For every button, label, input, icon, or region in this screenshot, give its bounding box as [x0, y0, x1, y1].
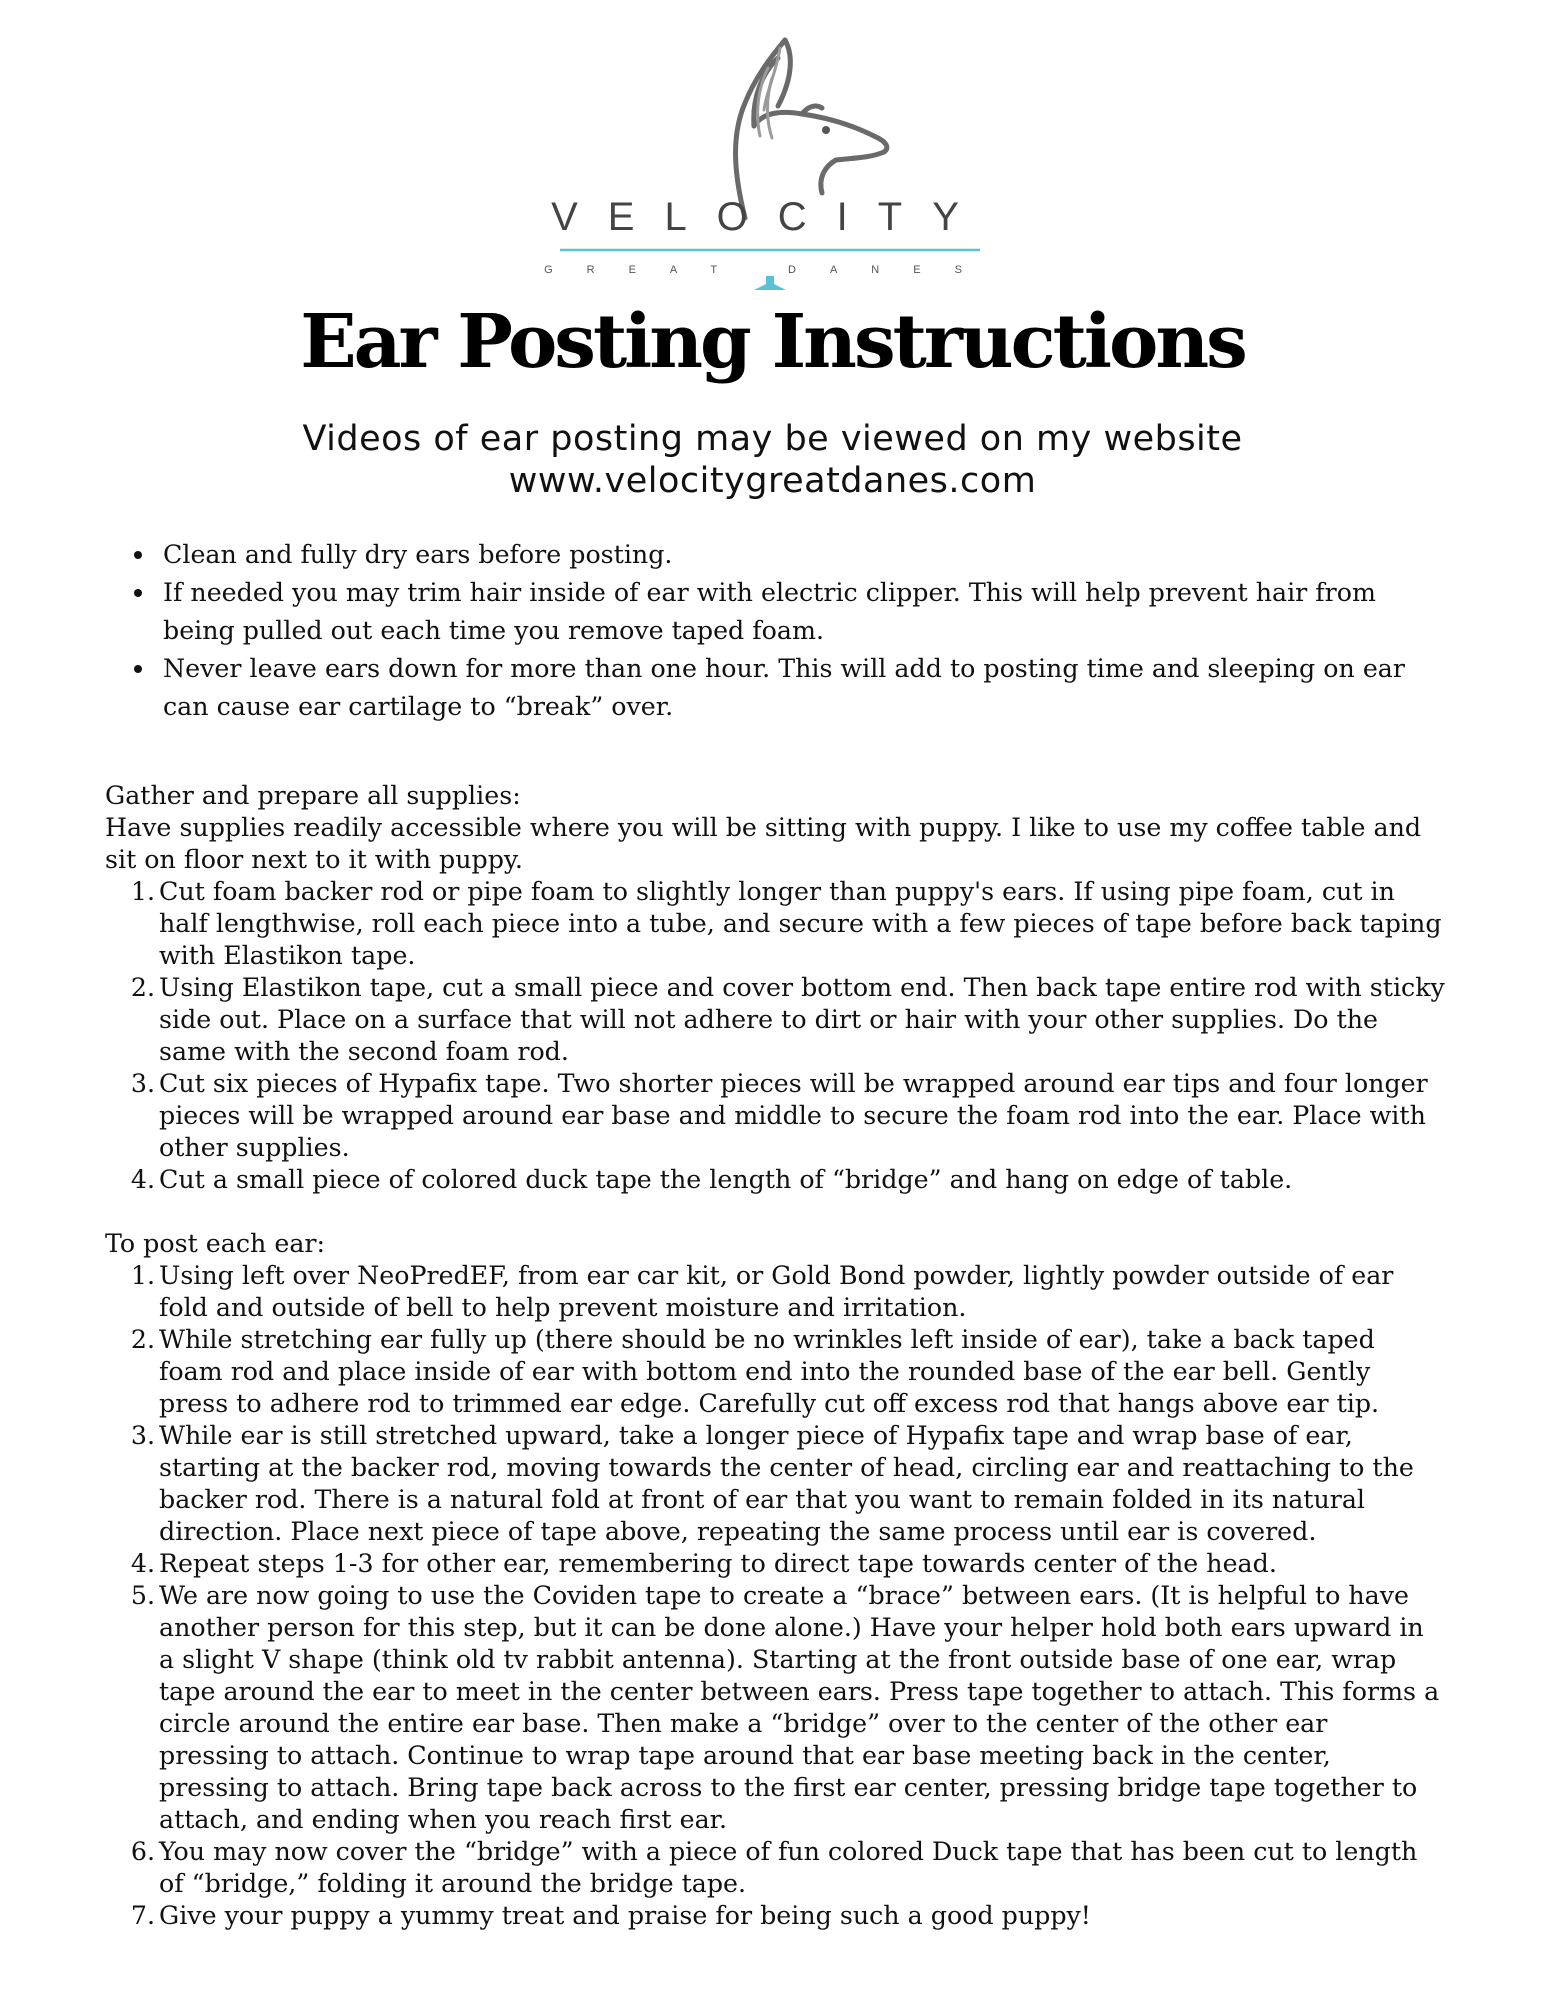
spacer: [105, 726, 1445, 780]
step-text: While stretching ear fully up (there should be no wrinkles left inside of ear), take a back taped foam rod and place inside of ear with bottom end into the rounded base of the ear bell. Gently press to adhere rod to trimmed ear edge. Carefully cut off excess rod that hangs above ear tip.: [159, 1325, 1380, 1418]
logo-brand-name: VELOCITY: [551, 195, 989, 239]
spacer: [105, 1196, 1445, 1228]
supplies-section: [105, 780, 1445, 1196]
instructions-body: [105, 536, 1445, 1932]
step-text: Using left over NeoPredEF, from ear car kit, or Gold Bond powder, lightly powder outside of ear fold and outside of bell to help prevent moisture and irritation.: [159, 1261, 1394, 1322]
posting-step: [105, 1580, 1445, 1836]
step-number: 2.: [130, 1325, 155, 1354]
logo-eye: [822, 126, 830, 134]
great-dane-head-logo-graphic: [540, 18, 1000, 298]
supplies-heading: Gather and prepare all supplies:: [105, 781, 521, 810]
page-title: Ear Posting Instructions: [300, 299, 1245, 385]
velocity-great-danes-logo: [540, 18, 1000, 298]
page-subtitle: [0, 418, 1545, 502]
supply-step: [105, 972, 1445, 1068]
step-number: 1.: [130, 1261, 155, 1290]
tip-item: If needed you may trim hair inside of ear with electric clipper. This will help prevent hair from being pulled out each time you remove taped foam.: [163, 574, 1445, 650]
supply-step: [105, 1068, 1445, 1164]
supplies-steps: [105, 876, 1445, 1196]
posting-step: [105, 1260, 1445, 1324]
step-number: 2.: [130, 973, 155, 1002]
step-text: Using Elastikon tape, cut a small piece and cover bottom end. Then back tape entire rod with sticky side out. Place on a surface that will not adhere to dirt or hair with your other supplies. Do the same with the second foam rod.: [159, 973, 1445, 1066]
posting-section: [105, 1228, 1445, 1932]
step-number: 6.: [130, 1837, 155, 1866]
step-text: We are now going to use the Coviden tape to create a “brace” between ears. (It is helpful to have another person for this step, but it can be done alone.) Have your helper hold both ears upward in a slight V shape (think old tv rabbit antenna). Starting at the front outside base of one ear, wrap tape around the ear to meet in the center between ears. Press tape together to attach. This forms a circle around the entire ear base. Then make a “bridge” over to the center of the other ear pressing to attach. Continue to wrap tape around that ear base meeting back in the center, pressing to attach. Bring tape back across to the first ear center, pressing bridge tape together to attach, and ending when you reach first ear.: [159, 1581, 1440, 1834]
step-number: 3.: [130, 1069, 155, 1098]
posting-step: [105, 1420, 1445, 1548]
step-number: 7.: [130, 1901, 155, 1930]
step-number: 4.: [130, 1165, 155, 1194]
step-text: Cut a small piece of colored duck tape the length of “bridge” and hang on edge of table.: [159, 1165, 1293, 1194]
tip-item: Clean and fully dry ears before posting.: [163, 536, 1445, 574]
step-text: Repeat steps 1-3 for other ear, remembering to direct tape towards center of the head.: [159, 1549, 1277, 1578]
logo-brand-subtitle: GREAT DANES: [544, 264, 996, 276]
step-text: Cut six pieces of Hypafix tape. Two shorter pieces will be wrapped around ear tips and four longer pieces will be wrapped around ear base and middle to secure the foam rod into the ear. Place with other supplies.: [159, 1069, 1428, 1162]
step-number: 4.: [130, 1549, 155, 1578]
posting-step: [105, 1900, 1445, 1932]
tip-item: Never leave ears down for more than one hour. This will add to posting time and sleeping on ear can cause ear cartilage to “break” over.: [163, 650, 1445, 726]
subtitle-text: Videos of ear posting may be viewed on my website: [302, 419, 1243, 459]
step-number: 1.: [130, 877, 155, 906]
posting-step: [105, 1324, 1445, 1420]
posting-step: [105, 1548, 1445, 1580]
supply-step: [105, 1164, 1445, 1196]
logo-accent-mark: [754, 276, 786, 290]
posting-steps: [105, 1260, 1445, 1932]
tips-list: [105, 536, 1445, 726]
step-text: You may now cover the “bridge” with a piece of fun colored Duck tape that has been cut to length of “bridge,” folding it around the bridge tape.: [159, 1837, 1418, 1898]
step-text: Give your puppy a yummy treat and praise for being such a good puppy!: [159, 1901, 1091, 1930]
posting-step: [105, 1836, 1445, 1900]
step-text: While ear is still stretched upward, take a longer piece of Hypafix tape and wrap base of ear, starting at the backer rod, moving towards the center of head, circling ear and reattaching to the backer rod. There is a natural fold at front of ear that you want to remain folded in its natural direction. Place next piece of tape above, repeating the same process until ear is covered.: [159, 1421, 1414, 1546]
posting-heading: To post each ear:: [105, 1229, 326, 1258]
step-text: Cut foam backer rod or pipe foam to slightly longer than puppy's ears. If using pipe foam, cut in half lengthwise, roll each piece into a tube, and secure with a few pieces of tape before back taping with Elastikon tape.: [159, 877, 1442, 970]
website-url: www.velocitygreatdanes.com: [508, 461, 1037, 501]
step-number: 5.: [130, 1581, 155, 1610]
step-number: 3.: [130, 1421, 155, 1450]
supply-step: [105, 876, 1445, 972]
supplies-intro: Have supplies readily accessible where you will be sitting with puppy. I like to use my coffee table and sit on floor next to it with puppy.: [105, 813, 1422, 874]
